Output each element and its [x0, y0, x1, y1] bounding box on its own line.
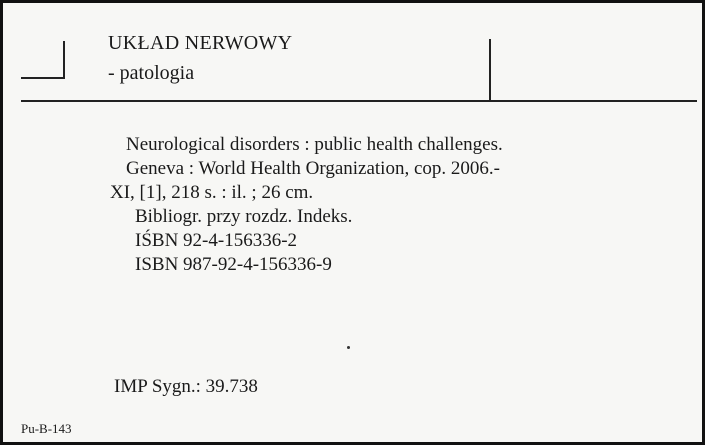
- corner-bracket-mark: [21, 41, 65, 79]
- physical-description-line: XI, [1], 218 s. : il. ; 26 cm.: [110, 182, 314, 203]
- horizontal-divider: [21, 100, 697, 102]
- publication-line: Geneva : World Health Organization, cop. 2006.-: [126, 158, 500, 179]
- vertical-divider: [489, 39, 491, 101]
- shelf-signature: IMP Sygn.: 39.738: [114, 376, 258, 397]
- subject-heading: UKŁAD NERWOWY: [108, 32, 293, 54]
- card-id: Pu-B-143: [21, 421, 72, 436]
- ink-dot: [347, 346, 350, 349]
- isbn-line-2: ISBN 987-92-4-156336-9: [135, 254, 332, 275]
- isbn-line-1: IŚBN 92-4-156336-2: [135, 230, 298, 251]
- bibliographic-description: [110, 133, 503, 277]
- title-line: Neurological disorders : public health challenges.: [126, 134, 503, 155]
- subject-heading-block: [108, 29, 292, 88]
- subheading: - patologia: [108, 62, 195, 84]
- notes-line: Bibliogr. przy rozdz. Indeks.: [135, 206, 353, 227]
